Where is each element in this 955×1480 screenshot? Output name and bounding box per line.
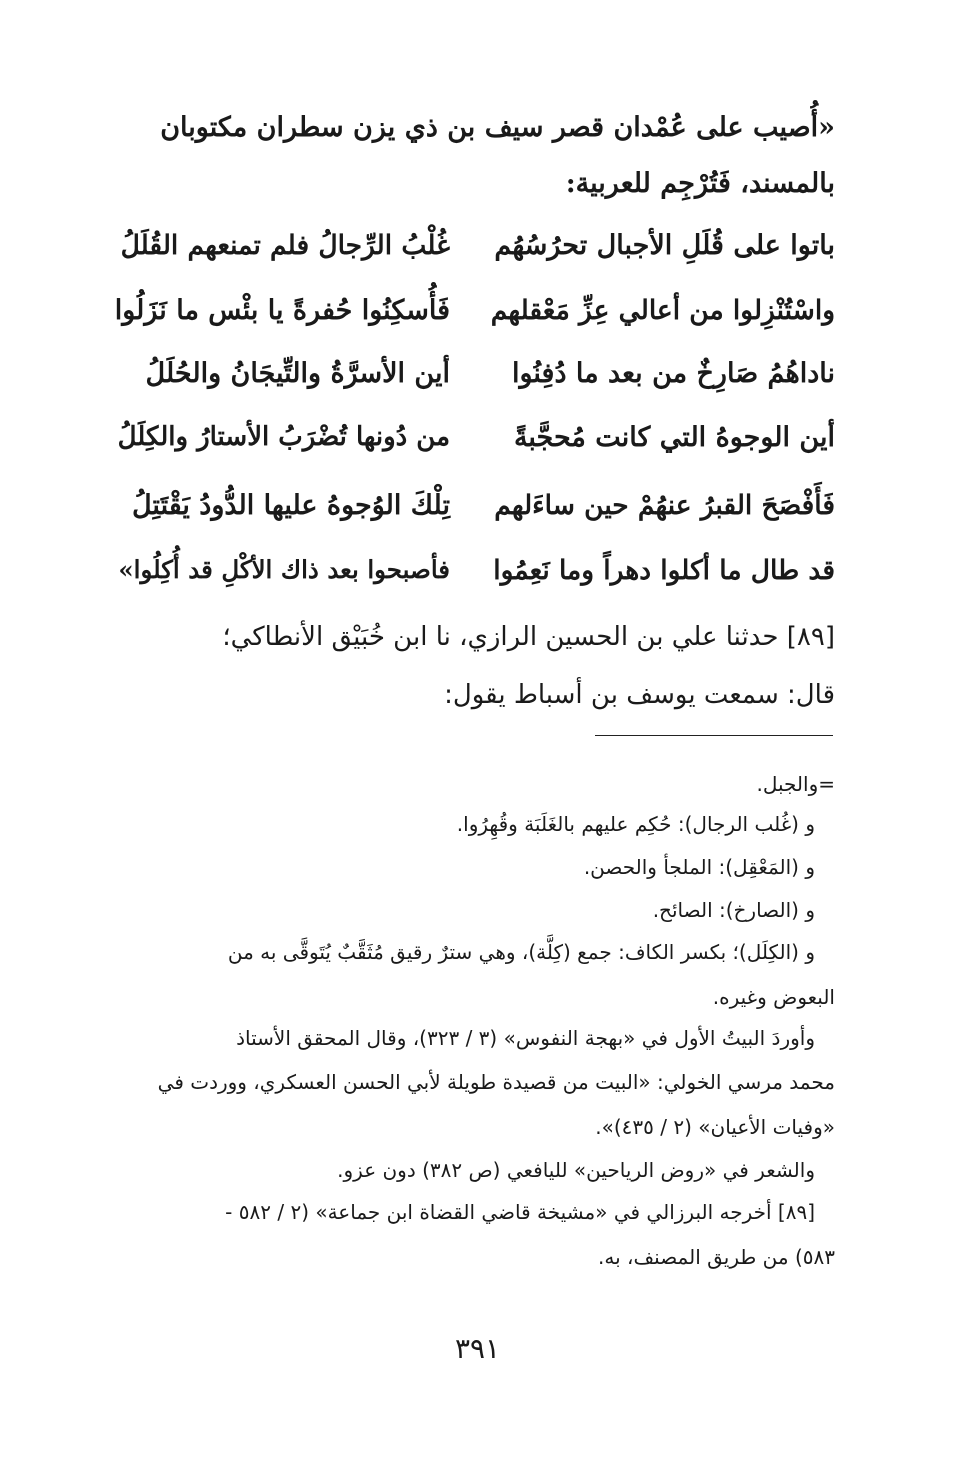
footnote-line: البعوض وغيره. (712, 985, 835, 1009)
footnote-line: [٨٩] أخرجه البرزالي في «مشيخة قاضي القضاة ابن جماعة» (٢ / ٥٨٢ - (225, 1200, 815, 1224)
verse-second-hemistich: فأصبحوا بعد ذاك الأكْلِ قد أُكِلُوا» (118, 555, 450, 584)
footnote-line: ٥٨٣) من طريق المصنف، به. (598, 1245, 835, 1269)
footnote-line: و (غُلب الرجال): حُكِم عليهم بالغَلَبَة وقُهِرُوا. (456, 812, 815, 836)
footnote-divider (595, 735, 833, 736)
verse-second-hemistich: غُلْبُ الرِّجالُ فلم تمنعهم القُلَلُ (120, 230, 450, 261)
verse-second-hemistich: من دُونها تُضْرَبُ الأستارُ والكِلَلُ (117, 422, 450, 452)
intro-line: بالمسند، فَتُرْجِم للعربية: (565, 168, 835, 199)
verse-second-hemistich: تِلْكَ الوُجوهُ عليها الدُّودُ يَقْتَتِلُ (131, 490, 450, 521)
footnote-line: محمد مرسي الخولي: «البيت من قصيدة طويلة لأبي الحسن العسكري، ووردت في (157, 1070, 835, 1094)
verse-second-hemistich: فَأُسكِنُوا حُفرةً يا بئْس ما نَزَلُوا (114, 295, 450, 326)
page-number: ٣٩١ (454, 1332, 501, 1365)
verse-first-hemistich: أين الوجوهُ التي كانت مُحجَّبةً (513, 422, 835, 453)
footnote-line: «وفيات الأعيان» (٢ / ٤٣٥)». (595, 1115, 835, 1139)
narration-line: قال: سمعت يوسف بن أسباط يقول: (444, 680, 835, 710)
footnote-line: وأوردَ البيتُ الأول في «بهجة النفوس» (٣ / ٣٢٣)، وقال المحقق الأستاذ (236, 1026, 815, 1050)
narration-line: [٨٩] حدثنا علي بن الحسين الرازي، نا ابن خُبَيْق الأنطاكي؛ (222, 622, 835, 652)
verse-first-hemistich: واسْتُنْزِلوا من أعالي عِزِّ مَعْقلهم (490, 295, 835, 326)
verse-first-hemistich: ناداهُمُ صَارِخٌ من بعد ما دُفِنُوا (511, 358, 835, 389)
intro-line: «أُصيب على عُمْدان قصر سيف بن ذي يزن سطران مكتوبان (160, 112, 835, 143)
footnote-line: والشعر في «روض الرياحين» لليافعي (ص ٣٨٢) دون عزو. (337, 1158, 815, 1182)
footnote-line: و (المَعْقِل): الملجأ والحصن. (583, 855, 815, 879)
verse-first-hemistich: قد طال ما أكلوا دهراً وما نَعِمُوا (493, 555, 835, 586)
footnote-line: و (الصارخ): الصائح. (652, 898, 815, 922)
verse-second-hemistich: أين الأسرَّةُ والتِّيجَانُ والحُلَلُ (145, 358, 450, 389)
footnote-line: =والجبل. (756, 772, 835, 796)
footnote-line: و (الكِلَل)؛ بكسر الكاف: جمع (كِلَّة)، وهي سترٌ رقيق مُثَقَّبٌ يُتَوقَّى به من (227, 940, 815, 964)
verse-first-hemistich: باتوا على قُلَلِ الأجبال تحرُسُهُم (494, 230, 835, 261)
verse-first-hemistich: فَأَفْصَحَ القبرُ عنهُمْ حين ساءَلهم (494, 490, 835, 521)
